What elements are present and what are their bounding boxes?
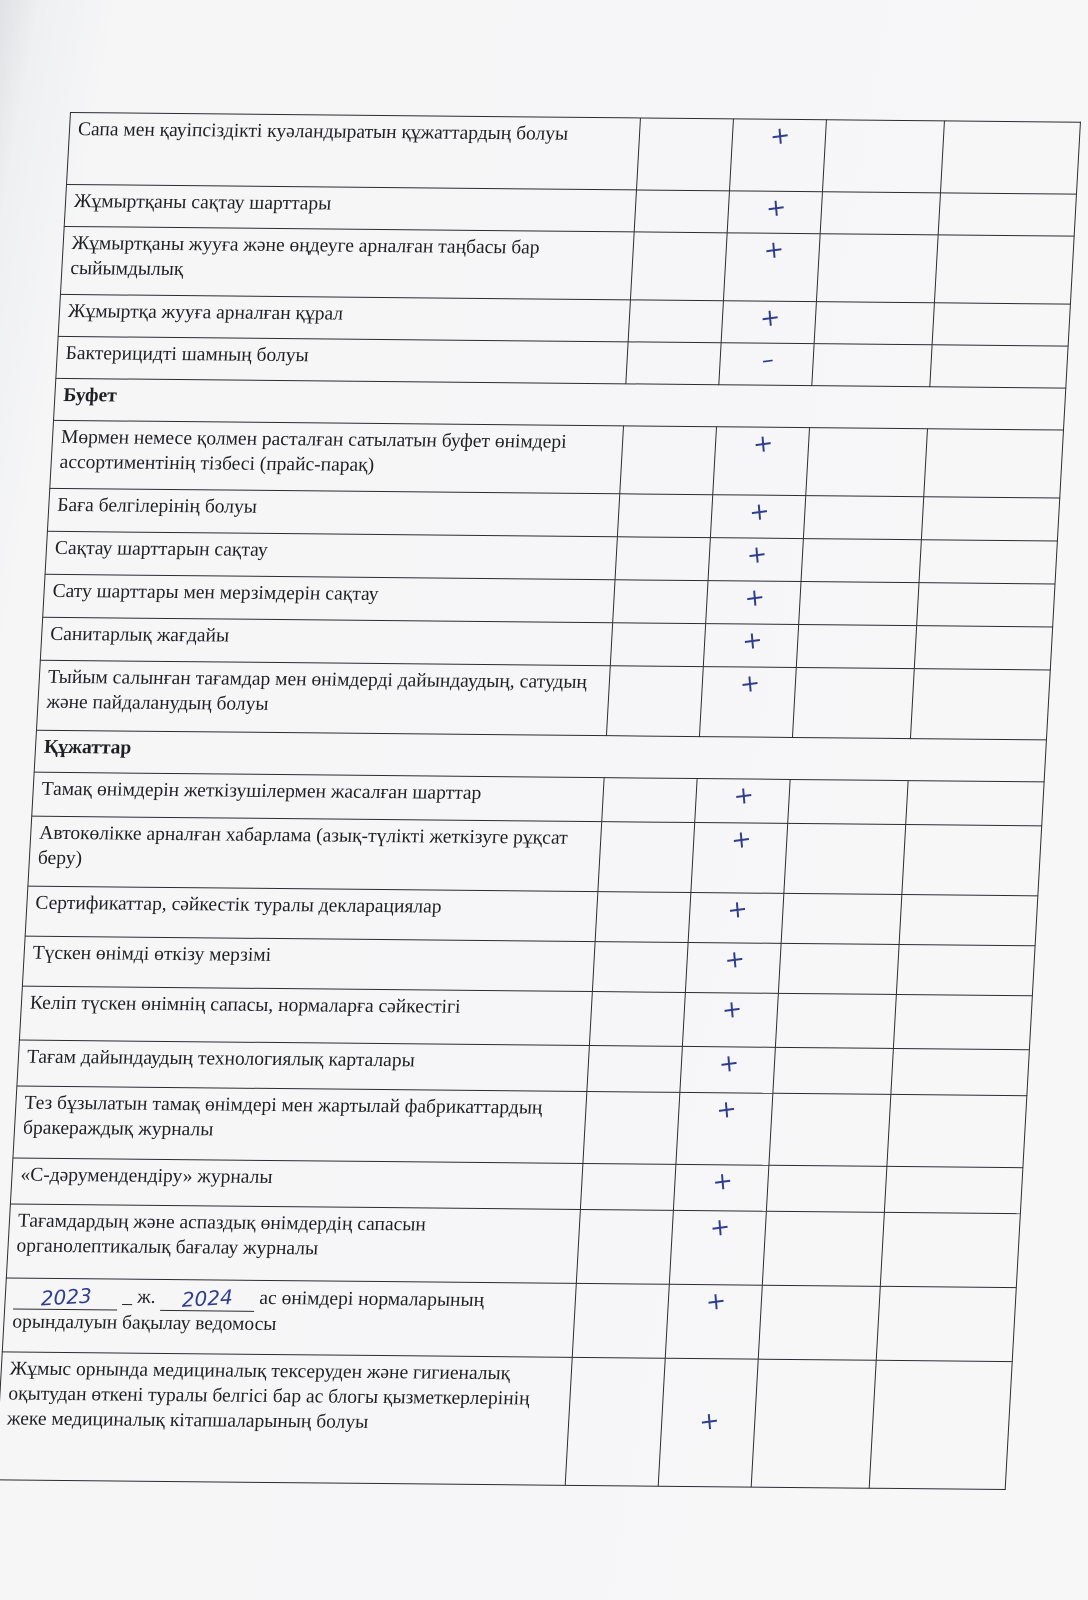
cell-mark [729,119,826,192]
handwritten-mark: + [764,192,788,223]
handwritten-year-2: 2024 [181,1284,234,1312]
year-blank-1 [13,1283,118,1311]
year-blank-2 [160,1284,255,1312]
cell-mark [669,1210,766,1285]
table-row [6,1204,1020,1288]
cell-empty [932,303,1070,346]
handwritten-mark: + [748,496,771,527]
cell-mark [676,1092,773,1165]
handwritten-mark: + [720,994,744,1025]
row-label: Тағамдардың және аспаздық өнімдердің сапасын органолептикалық бағалау журналы [6,1204,580,1283]
cell-empty [924,429,1064,498]
handwritten-mark: + [743,582,766,613]
table-row [13,1086,1027,1168]
cell-mark [706,581,801,625]
cell-empty [814,302,934,345]
cell-empty [634,190,729,233]
year-separator: _ ж. [122,1286,157,1308]
cell-empty [880,1212,1020,1287]
handwritten-mark: + [730,824,753,855]
handwritten-mark: + [751,428,775,459]
handwritten-mark: + [738,668,762,699]
cell-empty [628,300,723,343]
cell-mark [699,667,796,738]
checklist-sheet [0,112,1080,1490]
cell-empty [630,232,727,301]
cell-mark [710,495,805,539]
cell-mark [680,1046,776,1093]
handwritten-mark: + [768,120,792,151]
cell-empty [751,1359,876,1488]
table-row [36,660,1050,740]
cell-mark [721,301,816,344]
cell-empty [565,1357,665,1486]
cell-mark [703,624,798,668]
handwritten-mark: + [723,944,746,975]
row-label: Сертификаттар, сәйкестік туралы декларациялар [25,886,598,941]
table-row [67,113,1081,195]
cell-empty [592,942,688,993]
row-label: Жұмыртқаны жууға және өңдеуге арналған таңбасы бар сыйымдылық [60,226,634,299]
row-label: Тамақ өнімдерін жеткізушілермен жасалған шарттар [32,772,604,821]
row-label: Бактерицидті шамның болуы [56,336,628,383]
row-label: Жұмыртқаны сақтау шарттары [64,184,636,231]
cell-empty [914,626,1052,670]
cell-empty [613,580,708,624]
cell-mark [727,191,822,234]
row-label: Тез бұзылатын тамақ өнімдері мен жартылай фабрикаттардың бракераждық журналы [13,1086,587,1163]
cell-empty [615,537,710,581]
cell-empty [598,822,695,893]
table-row [50,420,1064,498]
cell-empty [919,540,1057,584]
row-label: Сапа мен қауіпсіздікті куәландыратын құжаттардың болуы [67,113,641,190]
cell-empty [610,623,705,667]
cell-empty [917,583,1055,627]
cell-empty [636,118,733,191]
cell-empty [572,1283,669,1358]
cell-empty [884,1166,1023,1213]
handwritten-year-1: 2023 [40,1283,92,1311]
cell-mark [688,892,784,943]
cell-mark [682,992,778,1047]
row-label: Тыйым салынған тағамдар мен өнімдерді дайындаудың, сатудың және пайдаланудың болуы [36,660,610,735]
cell-empty [587,1046,683,1093]
handwritten-mark: + [711,1166,734,1197]
handwritten-mark: + [708,1212,732,1243]
cell-empty [801,539,921,583]
cell-empty [934,235,1074,304]
cell-empty [806,428,928,497]
cell-empty [769,1093,891,1166]
cell-empty [940,121,1080,194]
cell-mark [723,233,820,302]
cell-empty [773,1047,894,1094]
cell-empty [617,494,712,538]
row-label: Тағам дайындаудың технологиялық карталары [17,1040,590,1091]
cell-empty [796,625,916,669]
period-text-1: ас өнімдері нормаларының [258,1287,485,1312]
cell-mark [695,779,790,824]
handwritten-mark: + [762,234,785,265]
cell-mark [685,942,781,993]
cell-mark [708,538,803,582]
handwritten-mark: + [745,539,769,570]
cell-empty [758,1285,880,1360]
cell-mark [691,823,788,894]
row-label: Жұмыс орнында медициналық тексеруден және гигиеналық оқытудан өткені туралы белгісі бар ас блогы қызметкерлерінің жеке медициналық кітапшаларының болуы [0,1352,572,1485]
row-label: Санитарлық жағдайы [40,617,612,665]
cell-empty [876,1286,1016,1361]
cell-empty [792,667,914,738]
row-label: Келіп түскен өнімнің сапасы, нормаларға сәйкестігі [19,986,592,1045]
cell-empty [606,666,703,737]
cell-empty [893,994,1032,1049]
table-row [0,1352,1012,1490]
row-label: Баға белгілерінің болуы [47,488,619,536]
cell-empty [822,120,944,193]
cell-empty [576,1209,673,1284]
cell-empty [778,943,899,994]
row-label: Жұмыртқа жууға арналған құрал [58,294,630,341]
row-label: Автокөлікке арналған хабарлама (азық-түлікті жеткізуге рұқсат беру) [28,816,602,891]
cell-empty [620,426,717,495]
row-label: Сату шарттары мен мерзімдерін сақтау [43,574,615,622]
cell-empty [602,778,697,823]
cell-empty [910,669,1050,740]
cell-empty [803,496,923,540]
handwritten-mark: + [715,1094,738,1125]
section-title-bufet: Буфет [54,378,1066,430]
table-row [19,986,1032,1050]
handwritten-mark: + [732,780,755,811]
period-row-label [2,1278,576,1357]
cell-mark [673,1164,769,1211]
cell-empty [812,344,932,387]
checklist-table [0,112,1081,1490]
cell-empty [902,825,1042,896]
cell-empty [784,823,906,894]
cell-empty [766,1165,887,1212]
handwritten-mark: + [741,625,764,656]
table-row [28,816,1042,896]
row-label: Түскен өнімді өткізу мерзімі [22,936,595,991]
cell-empty [896,944,1035,995]
handwritten-mark: + [726,894,749,925]
cell-empty [921,497,1059,541]
handwritten-mark: – [760,345,775,375]
table-row [2,1278,1016,1362]
cell-empty [820,192,940,235]
cell-empty [816,234,938,303]
handwritten-mark: + [698,1406,721,1437]
cell-mark [665,1284,762,1359]
cell-empty [930,345,1068,388]
cell-empty [595,892,691,943]
cell-mark [719,343,814,386]
cell-empty [906,781,1044,826]
cell-empty [775,993,896,1048]
cell-empty [626,342,721,385]
cell-empty [583,1092,680,1165]
cell-empty [781,893,902,944]
row-label: «С-дәрумендендіру» журналы [10,1158,583,1209]
cell-empty [799,582,919,626]
handwritten-mark: + [758,302,782,333]
cell-empty [788,779,908,824]
cell-mark [713,427,810,496]
cell-empty [938,193,1076,236]
cell-mark [658,1358,758,1487]
section-title-documents: Құжаттар [34,730,1046,782]
handwritten-mark: + [717,1048,741,1079]
cell-empty [869,1360,1012,1489]
handwritten-mark: + [704,1286,728,1317]
row-label: Сақтау шарттарын сақтау [45,531,617,579]
table-row [60,226,1074,304]
cell-empty [899,895,1038,946]
row-label: Мөрмен немесе қолмен расталған сатылатын буфет өнімдері ассортиментінің тізбесі (прайс-парақ) [50,420,624,493]
cell-empty [891,1048,1030,1095]
cell-empty [580,1163,676,1210]
cell-empty [887,1094,1027,1167]
cell-empty [762,1211,884,1286]
cell-empty [589,992,685,1047]
period-text-2: орындалуын бақылау ведомосы [11,1311,277,1336]
